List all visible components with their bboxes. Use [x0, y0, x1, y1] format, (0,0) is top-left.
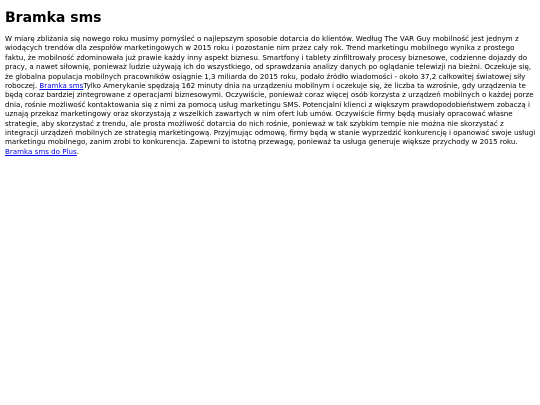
article-text-2: Tylko Amerykanie spędzają 162 minuty dnia na urządzeniu mobilnym i oczekuje się, że liczba ta wzrośnie, gdy urządzenia te będą coraz bardziej zintegrowane z operacjami biznesowymi. Oczywiście, ponieważ coraz więcej osób korzysta z urządzeń mobilnych o każdej porze dnia, rośnie możliwość kontaktowania się z nimi za pomocą usług marketingu SMS. Potencjalni klienci z większym prawdopodobieństwem zobaczą i uznają przekaz marketingowy oraz skorzystają z wszelkich zawartych w nim ofert lub umów. Oczywiście firmy będą musiały opracować własne strategie, aby skorzystać z trendu, ale prosta możliwość dotarcia do nich rośnie, ponieważ w tak szybkim tempie nie można nie skorzystać z integracji urządzeń mobilnych ze strategią marketingową. Przyjmując odmowę, firmy będą w stanie wyprzedzić konkurencję i opanować swoje usługi marketingu mobilnego, zanim zrobi to konkurencja. Zapewni to istotną przewagę, ponieważ ta usługa generuje większe przychody w 2015 roku.	[5, 81, 536, 147]
bramka-sms-do-plus-link[interactable]: Bramka sms do Plus	[5, 146, 77, 156]
page-title: Bramka sms	[5, 10, 102, 26]
page	[0, 0, 540, 156]
article-text-1: W miarę zbliżania się nowego roku musimy pomyśleć o najlepszym sposobie dotarcia do klientów. Według The VAR Guy mobilność jest jednym z wiodących trendów dla zespołów marketingowych w 2015 roku i pozostanie nim przez cały rok. Trend marketingu mobilnego wynika z prostego faktu, że mobilność zdominowała już prawie każdy inny aspekt biznesu. Smartfony i tablety zinfiltrowały procesy biznesowe, codzienne dojazdy do pracy, a nawet siłownię, ponieważ ludzie używają ich do wszystkiego, od sprawdzania analizy danych po oglądanie telewizji na bieżni. Oczekuje się, że globalna populacja mobilnych pracowników osiągnie 1,3 miliarda do 2015 roku, podało źródło wiadomości - około 37,2 całkowitej światowej siły roboczej.	[5, 34, 532, 91]
article-body	[5, 34, 536, 156]
bramka-sms-link[interactable]: Bramka sms	[39, 81, 84, 91]
article-text-3: .	[76, 146, 79, 156]
